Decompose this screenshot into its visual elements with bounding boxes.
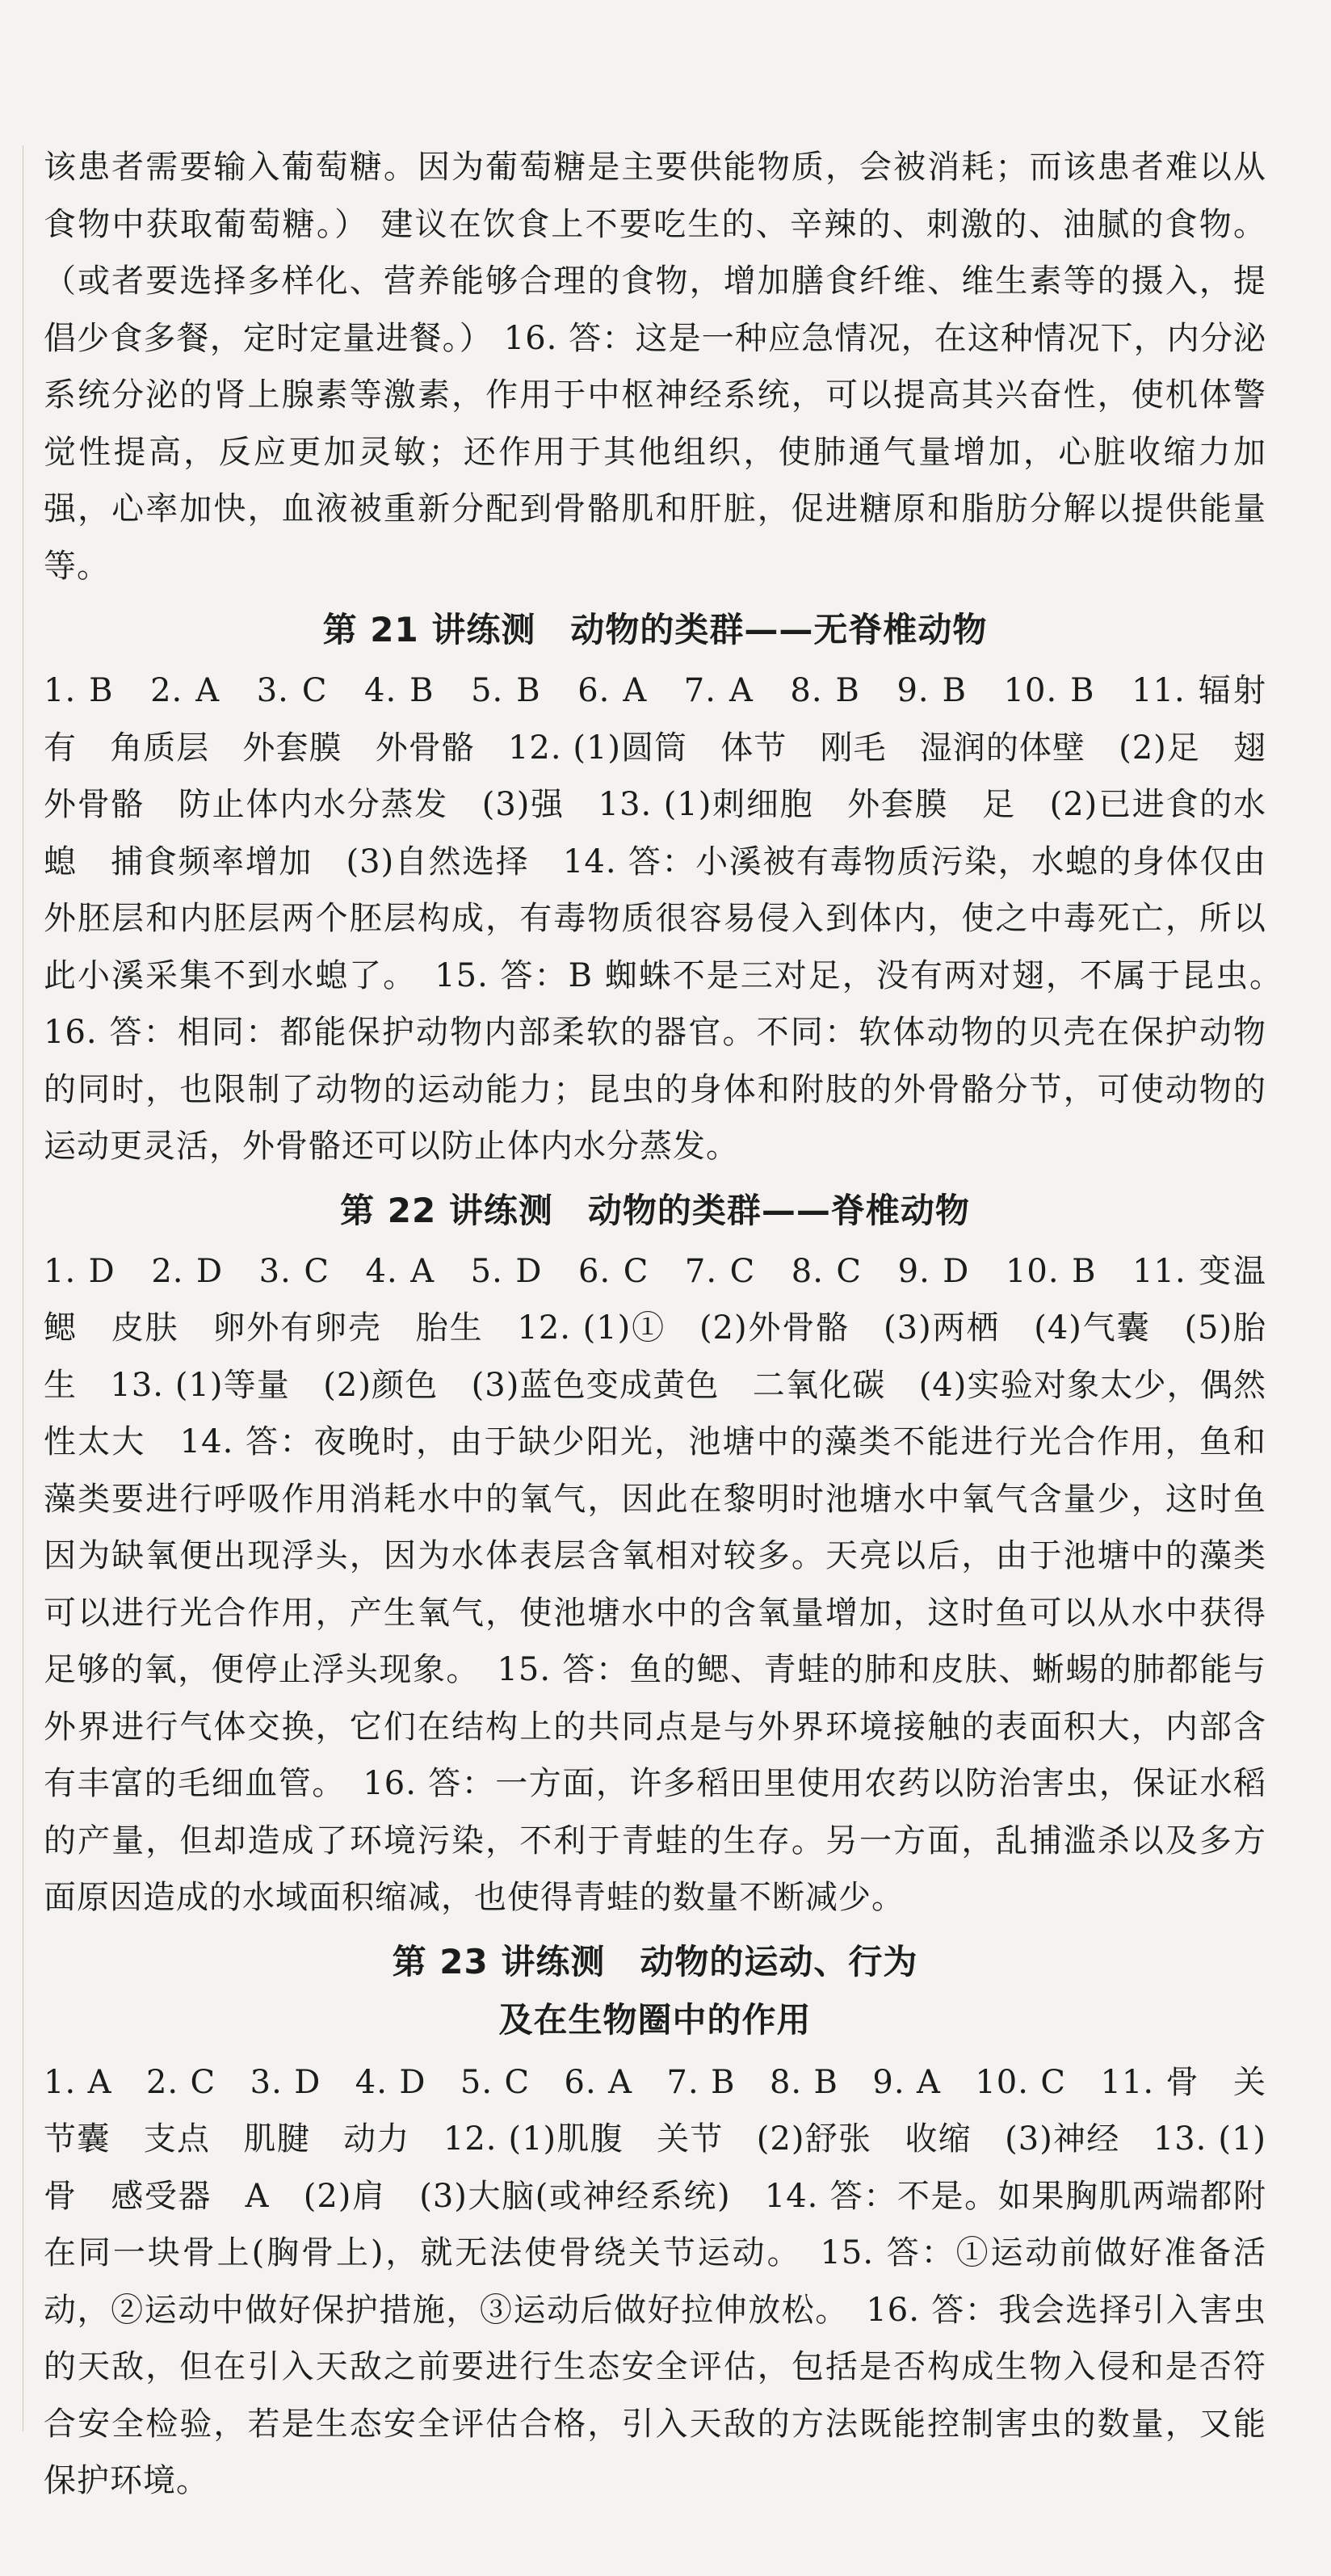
section-21-answers: 1. B 2. A 3. C 4. B 5. B 6. A 7. A 8. B 9. B 10. B 11. 辐射 有 角质层 外套膜 外骨骼 12. (1)圆筒 体节 刚毛 湿润的体壁 (2)足 翅 外骨骼 防止体内水分蒸发 (3)强 13. (1)刺细胞 外套膜 足 (2)已进食的水螅 捕食频率增加 (3)自然选择 14. 答：小溪被有毒物质污染，水螅的身体仅由外胚层和内胚层两个胚层构成，有毒物质很容易侵入到体内，使之中毒死亡，所以此小溪采集不到水螅了。 15. 答：B 蜘蛛不是三对足，没有两对翅，不属于昆虫。 16. 答：相同：都能保护动物内部柔软的器官。不同：软体动物的贝壳在保护动物的同时，也限制了动物的运动能力；昆虫的身体和附肢的外骨骼分节，可使动物的运动更灵活，外骨骼还可以防止体内水分蒸发。 [44,672,1300,1165]
section-23-title-line-2: 及在生物圈中的作用 [498,1999,812,2040]
section-22-title: 第 22 讲练测 动物的类群——脊椎动物 [340,1190,970,1230]
section-22-answers: 1. D 2. D 3. C 4. A 5. D 6. C 7. C 8. C 9. D 10. B 11. 变温 鳃 皮肤 卵外有卵壳 胎生 12. (1)① (2)外骨骼 (3)两栖 (4)气囊 (5)胎生 13. (1)等量 (2)颜色 (3)蓝色变成黄色 二氧化碳 (4)实验对象太少，偶然性太大 14. 答：夜晚时，由于缺少阳光，池塘中的藻类不能进行光合作用，鱼和藻类要进行呼吸作用消耗水中的氧气，因此在黎明时池塘水中氧气含量少，这时鱼因为缺氧便出现浮头，因为水体表层含氧相对较多。天亮以后，由于池塘中的藻类可以进行光合作用，产生氧气，使池塘水中的含氧量增加，这时鱼可以从水中获得足够的氧，便停止浮头现象。 15. 答：鱼的鳃、青蛙的肺和皮肤、蜥蜴的肺都能与外界进行气体交换，它们在结构上的共同点是与外界环境接触的表面积大，内部含有丰富的毛细血管。 16. 答：一方面，许多稻田里使用农药以防治害虫，保证水稻的产量，但却造成了环境污染，不利于青蛙的生存。另一方面，乱捕滥杀以及多方面原因造成的水域面积缩减，也使得青蛙的数量不断减少。 [44,1252,1300,1916]
section-23-title [44,1933,1266,2049]
section-23-title-line-1: 第 23 讲练测 动物的运动、行为 [392,1941,918,1981]
section-23-answers: 1. A 2. C 3. D 4. D 5. C 6. A 7. B 8. B 9. A 10. C 11. 骨 关节囊 支点 肌腱 动力 12. (1)肌腹 关节 (2)舒张 收缩 (3)神经 13. (1)骨 感受器 A (2)肩 (3)大脑(或神经系统) 14. 答：不是。如果胸肌两端都附在同一块骨上(胸骨上)，就无法使骨绕关节运动。 15. 答：①运动前做好准备活动，②运动中做好保护措施，③运动后做好拉伸放松。 16. 答：我会选择引入害虫的天敌，但在引入天敌之前要进行生态安全评估，包括是否构成生物入侵和是否符合安全检验，若是生态安全评估合格，引入天敌的方法既能控制害虫的数量，又能保护环境。 [44,2063,1266,2499]
section-21-title: 第 21 讲练测 动物的类群——无脊椎动物 [322,610,988,649]
intro-paragraph: 该患者需要输入葡萄糖。因为葡萄糖是主要供能物质，会被消耗；而该患者难以从食物中获取葡萄糖。） 建议在饮食上不要吃生的、辛辣的、刺激的、油腻的食物。（或者要选择多样化、营养能够合理的食物，增加膳食纤维、维生素等的摄入，提倡少食多餐，定时定量进餐。） 16. 答：这是一种应急情况，在这种情况下，内分泌系统分泌的肾上腺素等激素，作用于中枢神经系统，可以提高其兴奋性，使机体警觉性提高，反应更加灵敏；还作用于其他组织，使肺通气量增加，心脏收缩力加强，心率加快，血液被重新分配到骨骼肌和肝脏，促进糖原和脂肪分解以提供能量等。 [44,149,1266,585]
